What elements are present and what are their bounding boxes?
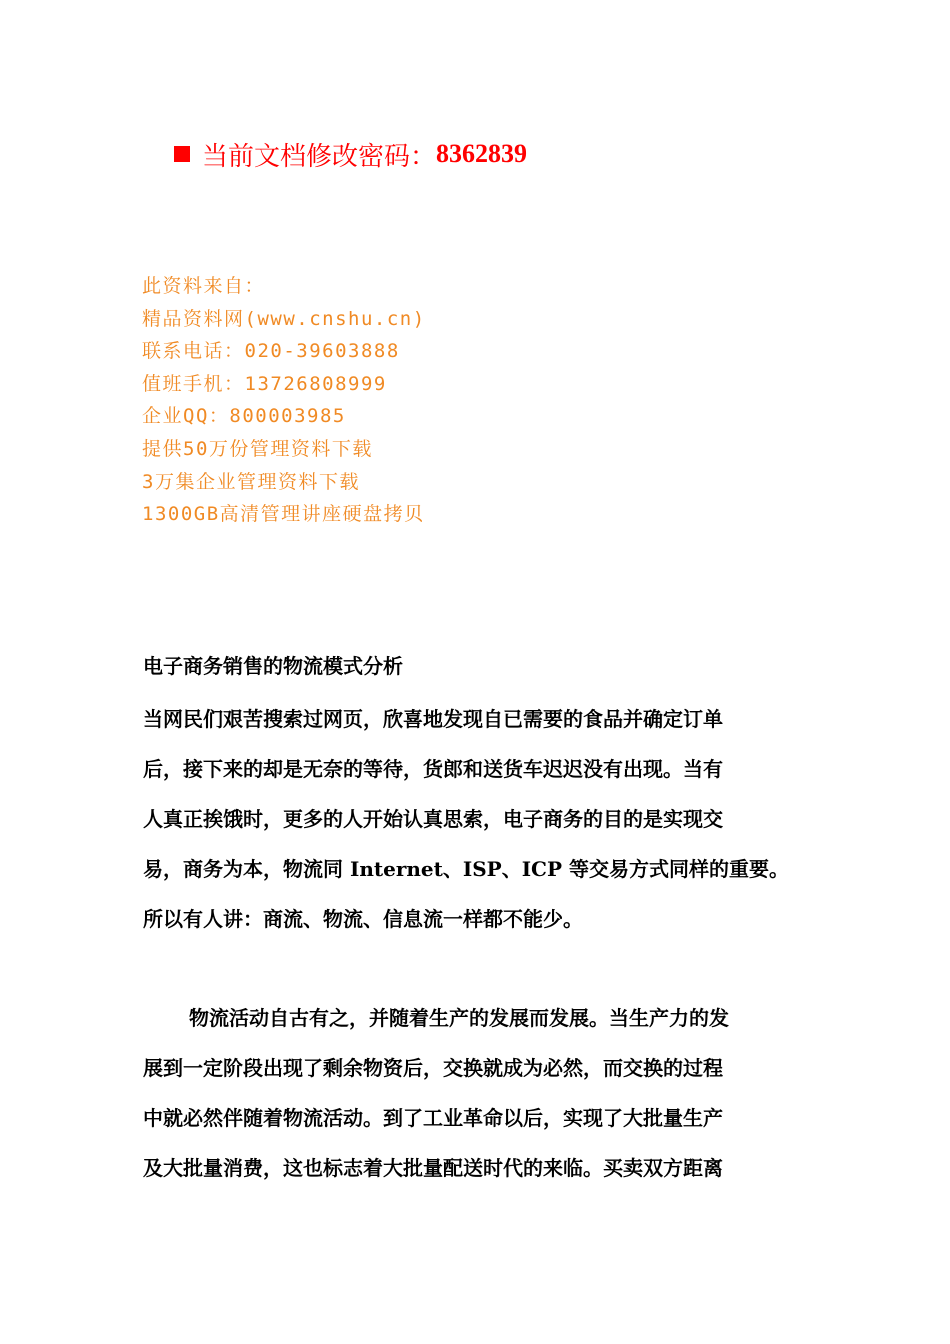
paragraph-line: 当网民们艰苦搜索过网页，欣喜地发现自已需要的食品并确定订单: [143, 707, 723, 731]
paragraph-line: 中就必然伴随着物流活动。到了工业革命以后，实现了大批量生产: [143, 1106, 723, 1130]
paragraph-line: 及大批量消费，这也标志着大批量配送时代的来临。买卖双方距离: [143, 1156, 723, 1180]
password-value: 8362839: [436, 139, 528, 168]
paragraph-line: 易，商务为本，物流同 Internet、ISP、ICP 等交易方式同样的重要。: [143, 857, 789, 881]
password-notice: [174, 134, 527, 174]
source-line: 提供50万份管理资料下载: [142, 437, 373, 460]
source-info-block: [142, 270, 662, 531]
article-paragraph-2: [143, 993, 833, 1193]
paragraph-line: 人真正挨饿时，更多的人开始认真思索，电子商务的目的是实现交: [143, 807, 723, 831]
password-label: 当前文档修改密码：: [202, 141, 437, 172]
source-line: 精品资料网(www.cnshu.cn): [142, 307, 426, 330]
source-line: 值班手机：13726808999: [142, 372, 387, 395]
source-line: 此资料来自：: [142, 275, 266, 297]
paragraph-line: 所以有人讲：商流、物流、信息流一样都不能少。: [143, 907, 583, 931]
red-square-icon: [174, 146, 190, 162]
paragraph-line: 后，接下来的却是无奈的等待，货郎和送货车迟迟没有出现。当有: [143, 757, 723, 781]
source-line: 3万集企业管理资料下载: [142, 470, 360, 493]
paragraph-line: 展到一定阶段出现了剩余物资后，交换就成为必然，而交换的过程: [143, 1056, 723, 1080]
article-title: 电子商务销售的物流模式分析: [143, 654, 403, 678]
paragraph-line: 物流活动自古有之，并随着生产的发展而发展。当生产力的发: [189, 1006, 729, 1030]
source-line: 联系电话：020-39603888: [142, 340, 400, 363]
source-line: 1300GB高清管理讲座硬盘拷贝: [142, 503, 425, 526]
source-line: 企业QQ：800003985: [142, 405, 346, 428]
article-paragraph-1: [143, 694, 833, 944]
